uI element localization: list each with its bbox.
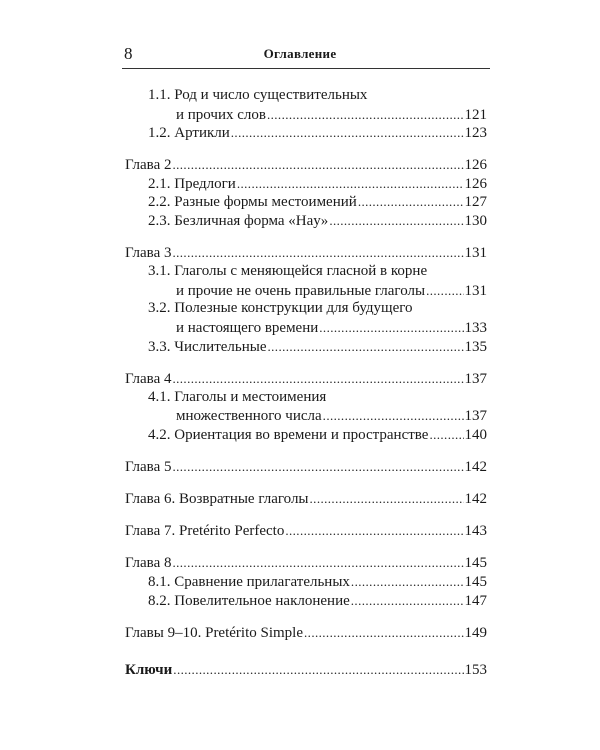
dot-leader [172,553,463,573]
toc-page-number: 140 [464,427,487,443]
toc-entry-4-1[interactable] [176,406,487,426]
toc-entry-1-1-line1 [148,86,487,105]
toc-chapter-5[interactable] [125,457,487,477]
dot-leader [426,281,463,301]
toc-entry-3-1[interactable] [176,281,487,301]
dot-leader [172,155,463,175]
toc-entry-text: 3.3. Числительные [148,339,267,355]
toc-entry-text: Глава 4 [125,371,172,387]
dot-leader [351,591,464,611]
toc-chapter-6[interactable] [125,489,487,509]
toc-entry-1-1[interactable] [176,105,487,125]
toc-entry-4-2[interactable] [148,425,487,445]
dot-leader [310,489,464,509]
toc-entry-text: 8.2. Повелительное наклонение [148,593,350,609]
toc-entry-text: 3.2. Полезные конструкции для будущего [148,300,413,316]
dot-leader [329,211,463,231]
toc-entry-2-3[interactable] [148,211,487,231]
toc-entry-text: 3.1. Глаголы с меняющейся гласной в корне [148,263,428,279]
dot-leader [231,123,464,143]
toc-entry-2-1[interactable] [148,174,487,194]
dot-leader [237,174,464,194]
toc-keys[interactable] [125,660,487,680]
toc-page-number: 135 [464,339,487,355]
toc-page-number: 130 [464,213,487,229]
toc-entry-text: 8.1. Сравнение прилагательных [148,574,350,590]
toc-entry-text: Глава 2 [125,157,172,173]
toc-page-number: 147 [464,593,487,609]
toc-entry-text: и настоящего времени [176,320,319,336]
toc-page-number: 137 [464,371,487,387]
toc-entry-3-1-line1 [148,262,487,281]
toc-page-number: 131 [464,283,487,299]
toc-entry-text: Глава 7. Pretérito Perfecto [125,523,285,539]
toc-page-number: 127 [464,194,487,210]
page-number: 8 [124,44,133,63]
dot-leader [319,318,463,338]
toc-entry-text: и прочие не очень правильные глаголы [176,283,426,299]
dot-leader [267,105,464,125]
toc-entry-text: 2.1. Предлоги [148,176,236,192]
toc-page-number: 126 [464,157,487,173]
dot-leader [358,192,464,212]
toc-entry-3-2-line1 [148,299,487,318]
toc-chapter-9-10[interactable] [125,623,487,643]
toc-chapter-4[interactable] [125,369,487,389]
dot-leader [323,406,464,426]
toc-entry-text: Главы 9–10. Pretérito Simple [125,625,304,641]
toc-entry-text: Глава 8 [125,555,172,571]
dot-leader [351,572,464,592]
toc-entry-text: 1.2. Артикли [148,125,230,141]
toc-entry-3-2[interactable] [176,318,487,338]
toc-entry-text: 4.1. Глаголы и местоимения [148,389,327,405]
toc-entry-3-3[interactable] [148,337,487,357]
toc-page-number: 126 [464,176,487,192]
toc-chapter-3[interactable] [125,243,487,263]
toc-entry-1-2[interactable] [148,123,487,143]
dot-leader [285,521,463,541]
toc-page-number: 131 [464,245,487,261]
toc-page-number: 153 [464,662,487,678]
toc-entry-text: 1.1. Род и число существительных [148,87,368,103]
toc-page-number: 142 [464,459,487,475]
dot-leader [173,660,463,680]
toc-page-number: 143 [464,523,487,539]
toc-entry-8-2[interactable] [148,591,487,611]
toc-page-number: 121 [464,107,487,123]
dot-leader [172,243,463,263]
toc-entry-text: и прочих слов [176,107,266,123]
dot-leader [429,425,463,445]
dot-leader [172,457,463,477]
toc-chapter-7[interactable] [125,521,487,541]
toc-entry-text: Глава 3 [125,245,172,261]
toc-entry-text: 2.2. Разные формы местоимений [148,194,357,210]
toc-page-number: 149 [464,625,487,641]
toc-page-number: 123 [464,125,487,141]
running-title: Оглавление [263,46,337,61]
toc-entry-text: 4.2. Ориентация во времени и пространстве [148,427,429,443]
toc-entry-text: 2.3. Безличная форма «Hay» [148,213,329,229]
toc-chapter-2[interactable] [125,155,487,175]
toc-page-number: 145 [464,555,487,571]
toc-entry-text: Глава 6. Возвратные глаголы [125,491,309,507]
toc-entry-text: Глава 5 [125,459,172,475]
toc-entry-text: Ключи [125,662,173,678]
toc-entry-8-1[interactable] [148,572,487,592]
toc-page-number: 133 [464,320,487,336]
toc-page-number: 137 [464,408,487,424]
dot-leader [172,369,463,389]
toc-entry-2-2[interactable] [148,192,487,212]
dot-leader [304,623,463,643]
dot-leader [268,337,464,357]
toc-page-number: 145 [464,574,487,590]
toc-page-number: 142 [464,491,487,507]
toc-chapter-8[interactable] [125,553,487,573]
toc-entry-text: множественного числа [176,408,322,424]
toc-entry-4-1-line1 [148,388,487,407]
